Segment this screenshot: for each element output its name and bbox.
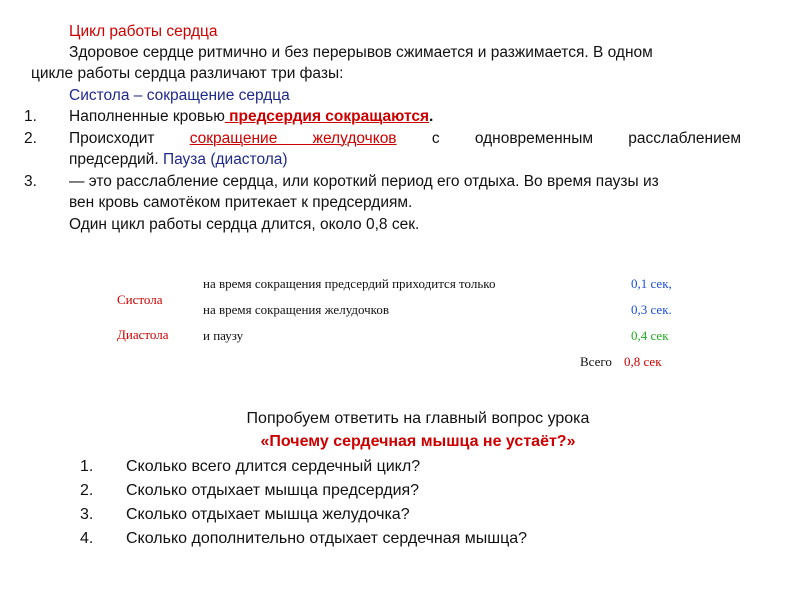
list-item-2-atria: предсердий. xyxy=(69,151,159,168)
list-number-1: 1. xyxy=(24,108,37,125)
list-number-3: 3. xyxy=(24,173,37,190)
question-number-3: 3. xyxy=(80,506,94,523)
list-item-1-text: Наполненные кровью xyxy=(69,108,225,125)
question-item-4: Сколько дополнительно отдыхает сердечная мышца? xyxy=(126,530,528,547)
questions-lead: Попробуем ответить на главный вопрос урока xyxy=(246,410,590,427)
table-row-desc-3: и паузу xyxy=(203,328,244,343)
table-row-value-3: 0,4 сек xyxy=(631,328,669,343)
question-item-1: Сколько всего длится сердечный цикл? xyxy=(126,458,421,475)
question-number-2: 2. xyxy=(80,482,94,499)
intro-paragraph-line-1: Здоровое сердце ритмично и без перерывов сжимается и разжимается. В одном xyxy=(69,44,653,61)
table-row-value-1: 0,1 сек, xyxy=(631,276,672,291)
ventricle-contract-highlight: сокращение желудочков xyxy=(189,130,397,147)
systole-heading: Систола – сокращение сердца xyxy=(69,87,290,104)
list-item-2-text-cont: с одновременным расслаблением xyxy=(431,130,741,147)
list-item-2-text: Происходит xyxy=(69,130,155,147)
table-total-value: 0,8 сек xyxy=(624,354,662,369)
list-item-2-line-1 xyxy=(69,128,741,149)
table-row-desc-2: на время сокращения желудочков xyxy=(203,302,389,317)
question-item-3: Сколько отдыхает мышца желудочка? xyxy=(126,506,410,523)
question-number-4: 4. xyxy=(80,530,94,547)
cycle-duration-note: Один цикл работы сердца длится, около 0,8 сек. xyxy=(69,216,420,233)
diastole-label: Диастола xyxy=(117,327,169,342)
question-item-2: Сколько отдыхает мышца предсердия? xyxy=(126,482,420,499)
list-item-1-period: . xyxy=(429,108,434,125)
table-row-value-2: 0,3 сек. xyxy=(631,302,672,317)
list-number-2: 2. xyxy=(24,130,37,147)
pause-heading: Пауза (диастола) xyxy=(162,151,288,168)
list-item-3-line-2: вен кровь самотёком притекает к предсердиям. xyxy=(69,194,413,211)
intro-paragraph-line-2: цикле работы сердца различают три фазы: xyxy=(31,65,344,82)
list-item-1 xyxy=(69,106,433,127)
main-question: «Почему сердечная мышца не устаёт?» xyxy=(260,433,576,450)
table-row-desc-1: на время сокращения предсердий приходится только xyxy=(203,276,496,291)
question-number-1: 1. xyxy=(80,458,94,475)
list-item-3-line-1: — это расслабление сердца, или короткий период его отдыха. Во время паузы из xyxy=(69,173,659,190)
table-total-label: Всего xyxy=(580,354,612,369)
section-title: Цикл работы сердца xyxy=(69,23,218,40)
list-item-2-line-2 xyxy=(69,149,288,170)
atria-contract-highlight: предсердия сокращаются xyxy=(224,108,430,125)
systole-label: Систола xyxy=(117,292,163,307)
